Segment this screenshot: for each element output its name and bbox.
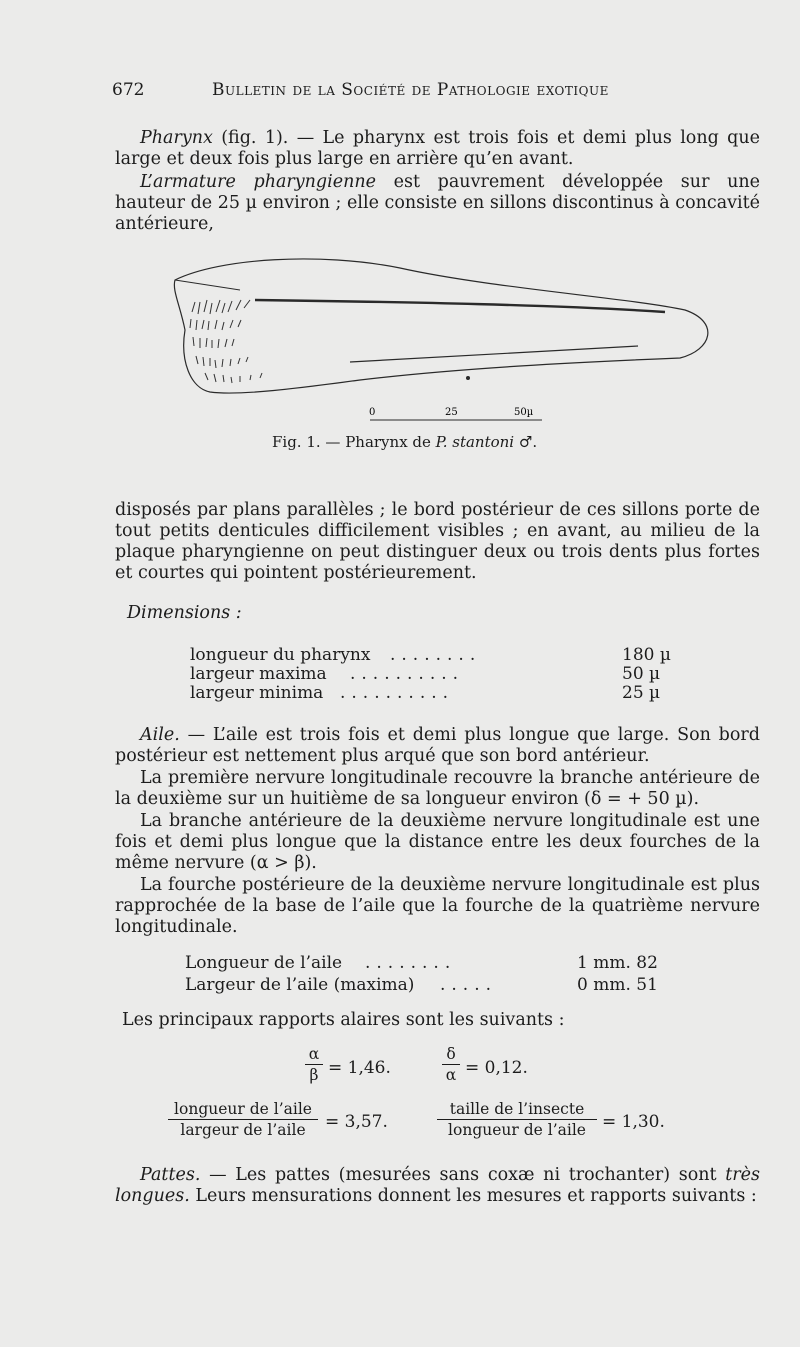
- ratio-alpha-beta-value: = 1,46.: [328, 1058, 391, 1078]
- armature-paragraph: [115, 172, 760, 235]
- aile-paragraph-4: La fourche postérieure de la deuxième nervure longitudinale est plus rapprochée de la base de l’aile que la fourche de la quatrième nervure longitudinale.: [115, 875, 760, 937]
- ratio-alpha-beta: $\frac{\alpha}{\beta}$: [305, 1045, 323, 1084]
- aile-term: Aile.: [140, 725, 180, 745]
- table-row: largeur maxima .......... 50 µ: [190, 664, 661, 684]
- pharynx-figure: [160, 250, 720, 430]
- ratio-length-width: longueur de l’aile largeur de l’aile: [168, 1100, 318, 1139]
- caption-species: P. stantoni: [435, 433, 515, 451]
- aile-paragraph-2: La première nervure longitudinale recouvre la branche antérieure de la deuxième sur un huitième de sa longueur environ (δ = + 50 µ).: [115, 768, 760, 809]
- scale-label-50: 50µ: [514, 407, 534, 418]
- aile-paragraph-1: Aile. — L’aile est trois fois et demi plus longue que large. Son bord postérieur est nettement plus arqué que son bord antérieur.: [115, 725, 760, 766]
- continuation-paragraph: disposés par plans parallèles ; le bord postérieur de ces sillons porte de tout petits denticules difficilement visibles ; en avant, au milieu de la plaque pharyngienne on peut distinguer deux ou trois dents plus fortes et courtes qui pointent postérieurement.: [115, 500, 760, 583]
- page-number: 672: [112, 80, 145, 100]
- dimensions-heading: Dimensions :: [127, 603, 242, 623]
- aile-paragraph-3: La branche antérieure de la deuxième nervure longitudinale est une fois et demi plus longue que la distance entre les deux fourches de la même nervure (α > β).: [115, 811, 760, 873]
- table-row: largeur minima .......... 25 µ: [190, 683, 661, 703]
- pharynx-dimensions-table: [190, 645, 690, 702]
- armature-text: est pauvrement développée sur une hauteur de 25 µ environ ; elle consiste en sillons discontinus à concavité antérieure,: [115, 172, 760, 234]
- ratio-delta-alpha: $\frac{\delta}{\alpha}$: [442, 1045, 460, 1084]
- pharynx-term: Pharynx: [140, 128, 213, 148]
- scale-label-0: 0: [369, 407, 376, 418]
- pharynx-paragraph: [115, 128, 760, 170]
- armature-term: L’armature pharyngienne: [140, 172, 376, 192]
- scale-label-25: 25: [445, 407, 458, 418]
- ratio-delta-alpha-value: = 0,12.: [465, 1058, 528, 1078]
- table-row: Largeur de l’aile (maxima) ..... 0 mm. 51: [185, 975, 658, 995]
- ratio-size-length: taille de l’insecte longueur de l’aile: [437, 1100, 597, 1139]
- ratio-length-width-value: = 3,57.: [325, 1112, 388, 1132]
- running-head: Bulletin de la Société de Pathologie exotique: [212, 80, 609, 100]
- pattes-paragraph: Pattes. — Les pattes (mesurées sans coxæ ni trochanter) sont très longues. Leurs mensurations donnent les mesures et rapports suivants :: [115, 1165, 760, 1206]
- rapports-intro: Les principaux rapports alaires sont les suivants :: [122, 1010, 565, 1030]
- table-row: Longueur de l’aile ........ 1 mm. 82: [185, 953, 658, 973]
- wing-dimensions-table: [185, 953, 685, 994]
- figure-caption: Fig. 1. — Pharynx de P. stantoni ♂.: [272, 433, 538, 451]
- table-row: longueur du pharynx ........ 180 µ: [190, 645, 671, 665]
- ratio-size-length-value: = 1,30.: [602, 1112, 665, 1132]
- pattes-term: Pattes.: [140, 1165, 201, 1185]
- pharynx-text: (fig. 1). — Le pharynx est trois fois et demi plus long que large et deux fois plus large en arrière qu’en avant.: [115, 128, 760, 169]
